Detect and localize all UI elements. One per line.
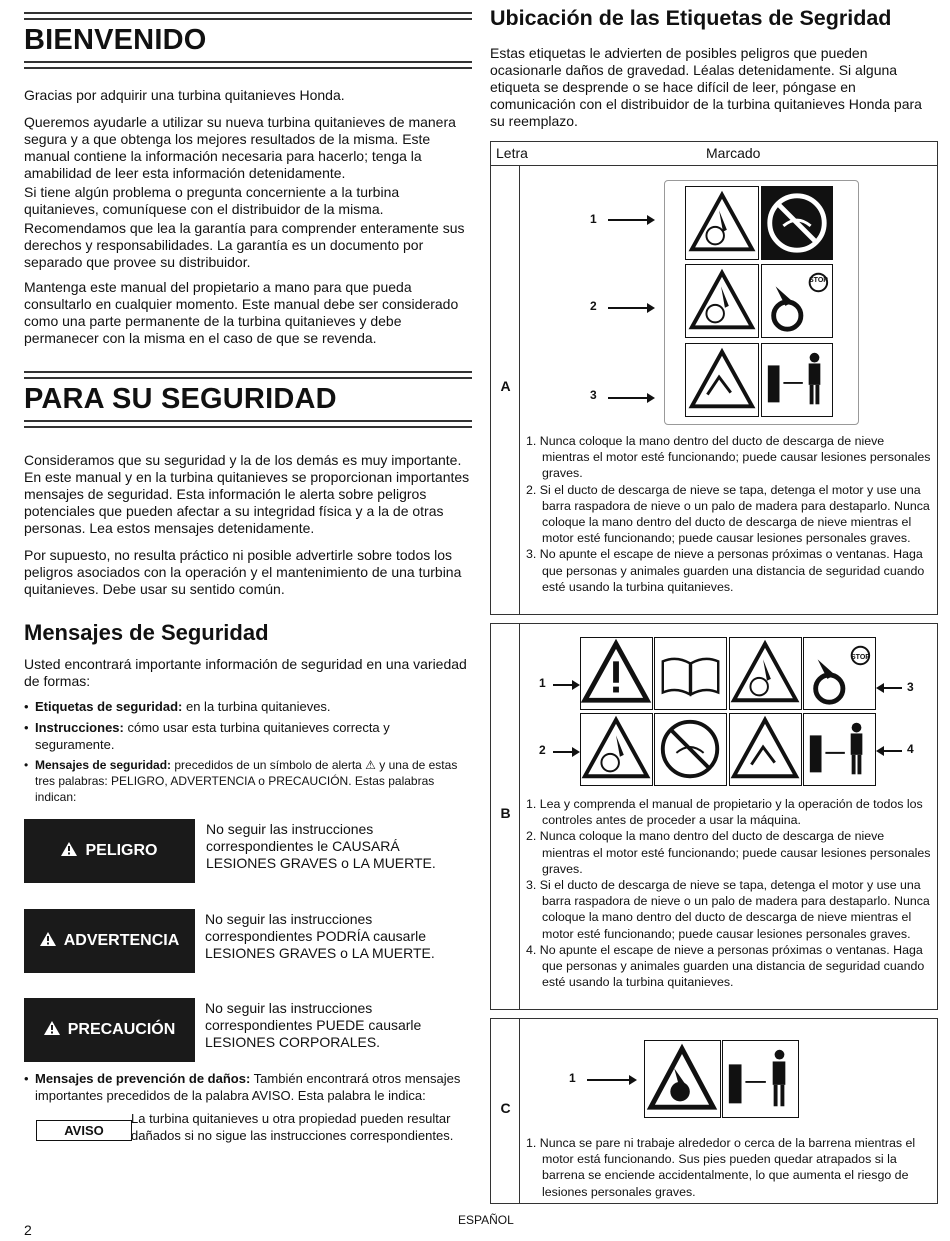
left-column bbox=[24, 12, 472, 1168]
note-item: 2. Si el ducto de descarga de nieve se tapa, detenga el motor y use una barra raspadora de nieve o un palo de madera para destaparlo. Nunca coloque la mano dentro del ducto de descarga de nieve mientras el motor esté funcionando; puede causar lesiones personales graves. bbox=[526, 482, 930, 546]
callout-number: 1 bbox=[569, 1071, 576, 1085]
label-table-b bbox=[490, 623, 938, 1010]
note-item: 4. No apunte el escape de nieve a personas próximas o ventanas. Haga que personas y animales guarden una distancia de seguridad cuando esté usando la turbina quitanieves. bbox=[526, 942, 925, 990]
read-manual-icon bbox=[654, 637, 727, 710]
label-letter: C bbox=[500, 1100, 511, 1116]
label-letter: A bbox=[500, 378, 511, 394]
keep-distance-icon bbox=[803, 713, 876, 786]
table-header bbox=[491, 142, 937, 166]
callout-arrow bbox=[553, 684, 578, 686]
welcome-paragraph: Mantenga este manual del propietario a mano para que pueda consultarlo en cualquier momento. Este manual debe ser considerado como una parte permanente de la turbina quitanieves y debe permanecer con la misma en el caso de que se revenda. bbox=[24, 279, 459, 346]
labels-intro: Estas etiquetas le advierten de posibles peligros que pueden ocasionarle daños de gravedad. Léalas detenidamente. Si alguna etiqueta se desprende o se hace difícil de leer, póngase en comunicación con el distribuidor de la turbina quitanieves Honda para su reemplazo. bbox=[490, 45, 922, 129]
seguridad-title: PARA SU SEGURIDAD bbox=[24, 383, 337, 415]
label-table-c bbox=[490, 1018, 938, 1204]
mensajes-title: Mensajes de Seguridad bbox=[24, 620, 269, 645]
stop-engine-icon bbox=[761, 264, 833, 338]
precaucion-box bbox=[24, 998, 195, 1062]
footer-language: ESPAÑOL bbox=[458, 1213, 514, 1227]
aviso-description: La turbina quitanieves u otra propiedad pueden resultar dañados si no sigue las instrucciones correspondientes. bbox=[131, 1111, 454, 1143]
callout-number: 3 bbox=[907, 680, 914, 694]
stop-text: STOP bbox=[809, 277, 828, 284]
title-rule-bottom bbox=[24, 61, 472, 69]
note-item: 3. Si el ducto de descarga de nieve se tapa, detenga el motor y use una barra raspadora de nieve o un palo de madera para destaparlo. Nunca coloque la mano dentro del ducto de descarga de nieve mientras el motor esté funcionando; puede causar lesiones personales graves. bbox=[526, 878, 930, 941]
peligro-box bbox=[24, 819, 195, 883]
bullet-text: en la turbina quitanieves. bbox=[182, 699, 331, 714]
bullet-label: Etiquetas de seguridad: bbox=[35, 699, 183, 714]
list-item bbox=[24, 1070, 472, 1104]
callout-arrow bbox=[608, 219, 653, 221]
welcome-paragraph: Si tiene algún problema o pregunta concerniente a la turbina quitanieves, comuníquese con el distribuidor de la misma. bbox=[24, 184, 400, 217]
note-item: 2. Nunca coloque la mano dentro del ducto de descarga de nieve mientras el motor esté funcionando; puede causar lesiones personales graves. bbox=[526, 829, 931, 876]
signal-word: ADVERTENCIA bbox=[63, 932, 180, 949]
title-rule-bottom bbox=[24, 420, 472, 428]
general-warning-icon bbox=[580, 637, 653, 710]
bullet-label: Instrucciones: bbox=[35, 720, 124, 735]
right-column bbox=[490, 6, 938, 130]
bienvenido-title: BIENVENIDO bbox=[24, 24, 207, 56]
bullet-text: precedidos de un símbolo de alerta ⚠ y una de estas tres palabras: PELIGRO, ADVERTENCIA o PRECAUCIÓN. Estas palabras indican: bbox=[35, 758, 458, 804]
header-marcado: Marcado bbox=[706, 145, 761, 161]
alert-triangle-icon bbox=[44, 1021, 60, 1040]
callout-number: 1 bbox=[590, 212, 597, 226]
signal-description: No seguir las instrucciones correspondientes le CAUSARÁ LESIONES GRAVES o LA MUERTE. bbox=[206, 821, 436, 871]
hand-in-chute-warning-icon bbox=[729, 637, 802, 710]
advertencia-box bbox=[24, 909, 195, 973]
label-letter: B bbox=[500, 805, 511, 821]
header-letra: Letra bbox=[496, 145, 528, 161]
no-hand-prohibition-icon bbox=[761, 186, 833, 260]
safety-paragraph: Por supuesto, no resulta práctico ni posible advertirle sobre todos los peligros asociados con la operación y el mantenimiento de una turbina quitanieves. Debe usar su sentido común. bbox=[24, 547, 462, 597]
alert-triangle-icon bbox=[40, 932, 56, 951]
hand-in-chute-warning-icon bbox=[685, 186, 759, 260]
signal-description: No seguir las instrucciones correspondientes PUEDE causarle LESIONES CORPORALES. bbox=[205, 1000, 422, 1050]
stop-engine-icon bbox=[803, 637, 876, 710]
note-item: 1. Nunca coloque la mano dentro del ducto de descarga de nieve mientras el motor esté funcionando; puede causar lesiones personales graves. bbox=[526, 434, 931, 481]
callout-arrow bbox=[587, 1079, 635, 1081]
signal-row-peligro bbox=[24, 819, 472, 883]
callout-arrow bbox=[608, 397, 653, 399]
no-hand-prohibition-icon bbox=[654, 713, 727, 786]
welcome-paragraph: Gracias por adquirir una turbina quitanieves Honda. bbox=[24, 87, 345, 103]
title-rule-top bbox=[24, 12, 472, 20]
alert-triangle-icon bbox=[61, 842, 77, 861]
signal-row-precaucion bbox=[24, 998, 472, 1062]
note-item: 1. Lea y comprenda el manual de propietario y la operación de todos los controles antes de proceder a usar la máquina. bbox=[526, 797, 923, 828]
thrown-object-warning-icon bbox=[729, 713, 802, 786]
signal-row-advertencia bbox=[24, 909, 472, 973]
callout-number: 2 bbox=[539, 743, 546, 757]
label-a-notes bbox=[526, 433, 931, 595]
note-item: 3. No apunte el escape de nieve a personas próximas o ventanas. Haga que personas y animales guarden una distancia de seguridad cuando esté usando la turbina quitanieves. bbox=[526, 547, 925, 594]
stop-text: STOP bbox=[851, 654, 870, 661]
label-b-notes bbox=[526, 796, 931, 990]
callout-arrow bbox=[608, 307, 653, 309]
welcome-paragraph: Recomendamos que lea la garantía para comprender enteramente sus derechos y responsabilidades. La garantía es un documento por separado que provee su distribuidor. bbox=[24, 220, 465, 270]
labels-title: Ubicación de las Etiquetas de Segridad bbox=[490, 6, 892, 30]
aviso-box: AVISO bbox=[36, 1120, 132, 1141]
welcome-paragraph: Queremos ayudarle a utilizar su nueva turbina quitanieves de manera segura y a que obtenga los mejores resultados de la misma. Este manual contiene la información necesaria para hacerlo; tenga la amabilidad de leer esta información detenidamente. bbox=[24, 114, 456, 181]
bullet-text: También encontrará otros mensajes importantes precedidos de la palabra AVISO. Esta palabra le indica: bbox=[35, 1071, 461, 1103]
list-item bbox=[24, 757, 472, 805]
list-item bbox=[24, 719, 472, 753]
signal-description: No seguir las instrucciones correspondientes PODRÍA causarle LESIONES GRAVES o LA MUERTE. bbox=[205, 911, 435, 961]
signal-word: PRECAUCIÓN bbox=[67, 1021, 176, 1038]
damage-list bbox=[24, 1070, 472, 1104]
note-item: 1. Nunca se pare ni trabaje alrededor o cerca de la barrena mientras el motor está funcionando. Sus pies pueden quedar atrapados si la barrena se enciende accidentalmente, lo que aumenta el riesgo de lesiones personales graves. bbox=[526, 1136, 916, 1199]
callout-number: 2 bbox=[590, 299, 597, 313]
aviso-row bbox=[24, 1111, 472, 1168]
thrown-object-warning-icon bbox=[685, 343, 759, 417]
page-number: 2 bbox=[24, 1222, 32, 1238]
title-rule-top bbox=[24, 371, 472, 379]
auger-warning-icon bbox=[685, 264, 759, 338]
auger-warning-icon bbox=[580, 713, 653, 786]
mensajes-intro: Usted encontrará importante información de seguridad en una variedad de formas: bbox=[24, 656, 467, 689]
callout-number: 3 bbox=[590, 388, 597, 402]
label-c-notes bbox=[526, 1135, 931, 1200]
bullet-label: Mensajes de prevención de daños: bbox=[35, 1071, 251, 1086]
safety-paragraph: Consideramos que su seguridad y la de los demás es muy importante. En este manual y en la turbina quitanieves se proporcionan importantes mensajes de seguridad. Esta información le alerta sobre peligros potenciales que pueden afectar a su integridad física y a la de otras personas. Lea estos mensajes detenidamente. bbox=[24, 452, 470, 536]
label-table-a bbox=[490, 141, 938, 615]
auger-foot-warning-icon bbox=[644, 1040, 721, 1118]
callout-arrow bbox=[878, 687, 902, 689]
keep-distance-icon bbox=[761, 343, 833, 417]
callout-arrow bbox=[878, 750, 902, 752]
bullet-label: Mensajes de seguridad: bbox=[35, 758, 172, 772]
bullet-text: cómo usar esta turbina quitanieves correcta y seguramente. bbox=[35, 720, 390, 752]
message-type-list bbox=[24, 698, 472, 805]
list-item bbox=[24, 698, 472, 715]
callout-number: 1 bbox=[539, 676, 546, 690]
callout-arrow bbox=[553, 751, 578, 753]
keep-distance-icon bbox=[722, 1040, 799, 1118]
callout-number: 4 bbox=[907, 742, 914, 756]
signal-word: PELIGRO bbox=[85, 842, 158, 859]
